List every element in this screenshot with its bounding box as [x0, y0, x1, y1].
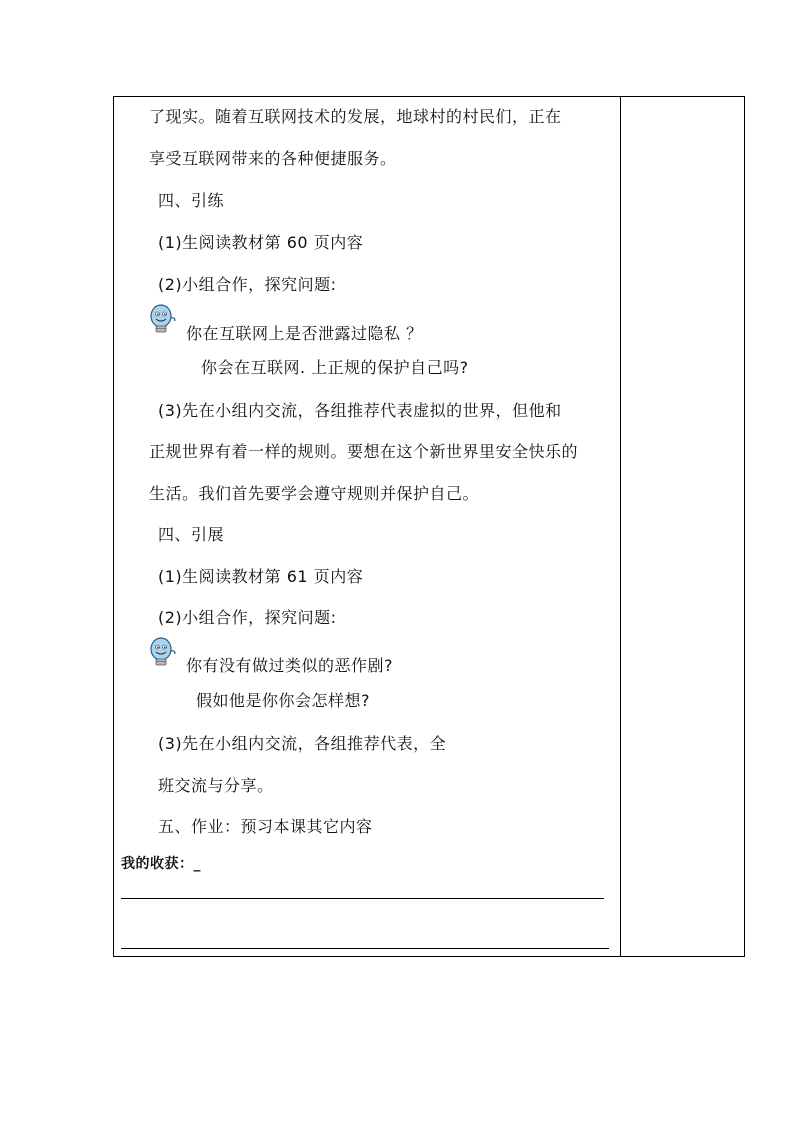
- lightbulb-icon: [148, 304, 176, 336]
- question-text: 你在互联网上是否泄露过隐私 ？: [186, 324, 423, 343]
- text-line: (3)先在小组内交流，各组推荐代表，全: [158, 734, 447, 753]
- section-heading: 四、引展: [158, 525, 225, 544]
- lightbulb-icon: [148, 637, 176, 669]
- text-line: (1)生阅读教材第 61 页内容: [158, 567, 364, 586]
- answer-line: [121, 898, 604, 899]
- harvest-label: 我的收获：_: [121, 856, 201, 872]
- question-text: 假如他是你你会怎样想?: [196, 691, 370, 710]
- answer-line: [121, 948, 609, 949]
- question-text: 你会在互联网. 上正规的保护自己吗?: [201, 358, 469, 377]
- question-text: 你有没有做过类似的恶作剧?: [186, 656, 393, 675]
- text-line: (3)先在小组内交流，各组推荐代表虚拟的世界，但他和: [158, 401, 562, 420]
- text-line: 正规世界有着一样的规则。要想在这个新世界里安全快乐的: [149, 442, 579, 461]
- column-divider: [620, 97, 621, 956]
- section-heading: 四、引练: [158, 191, 225, 210]
- text-line: 了现实。随着互联网技术的发展，地球村的村民们，正在: [149, 107, 562, 126]
- section-heading: 五、作业：预习本课其它内容: [158, 817, 373, 836]
- text-line: (1)生阅读教材第 60 页内容: [158, 233, 364, 252]
- text-line: (2)小组合作，探究问题:: [158, 275, 337, 294]
- text-line: 享受互联网带来的各种便捷服务。: [149, 149, 397, 168]
- text-line: 生活。我们首先要学会遵守规则并保护自己。: [149, 484, 480, 503]
- text-line: 班交流与分享。: [158, 776, 274, 795]
- text-line: (2)小组合作，探究问题:: [158, 608, 337, 627]
